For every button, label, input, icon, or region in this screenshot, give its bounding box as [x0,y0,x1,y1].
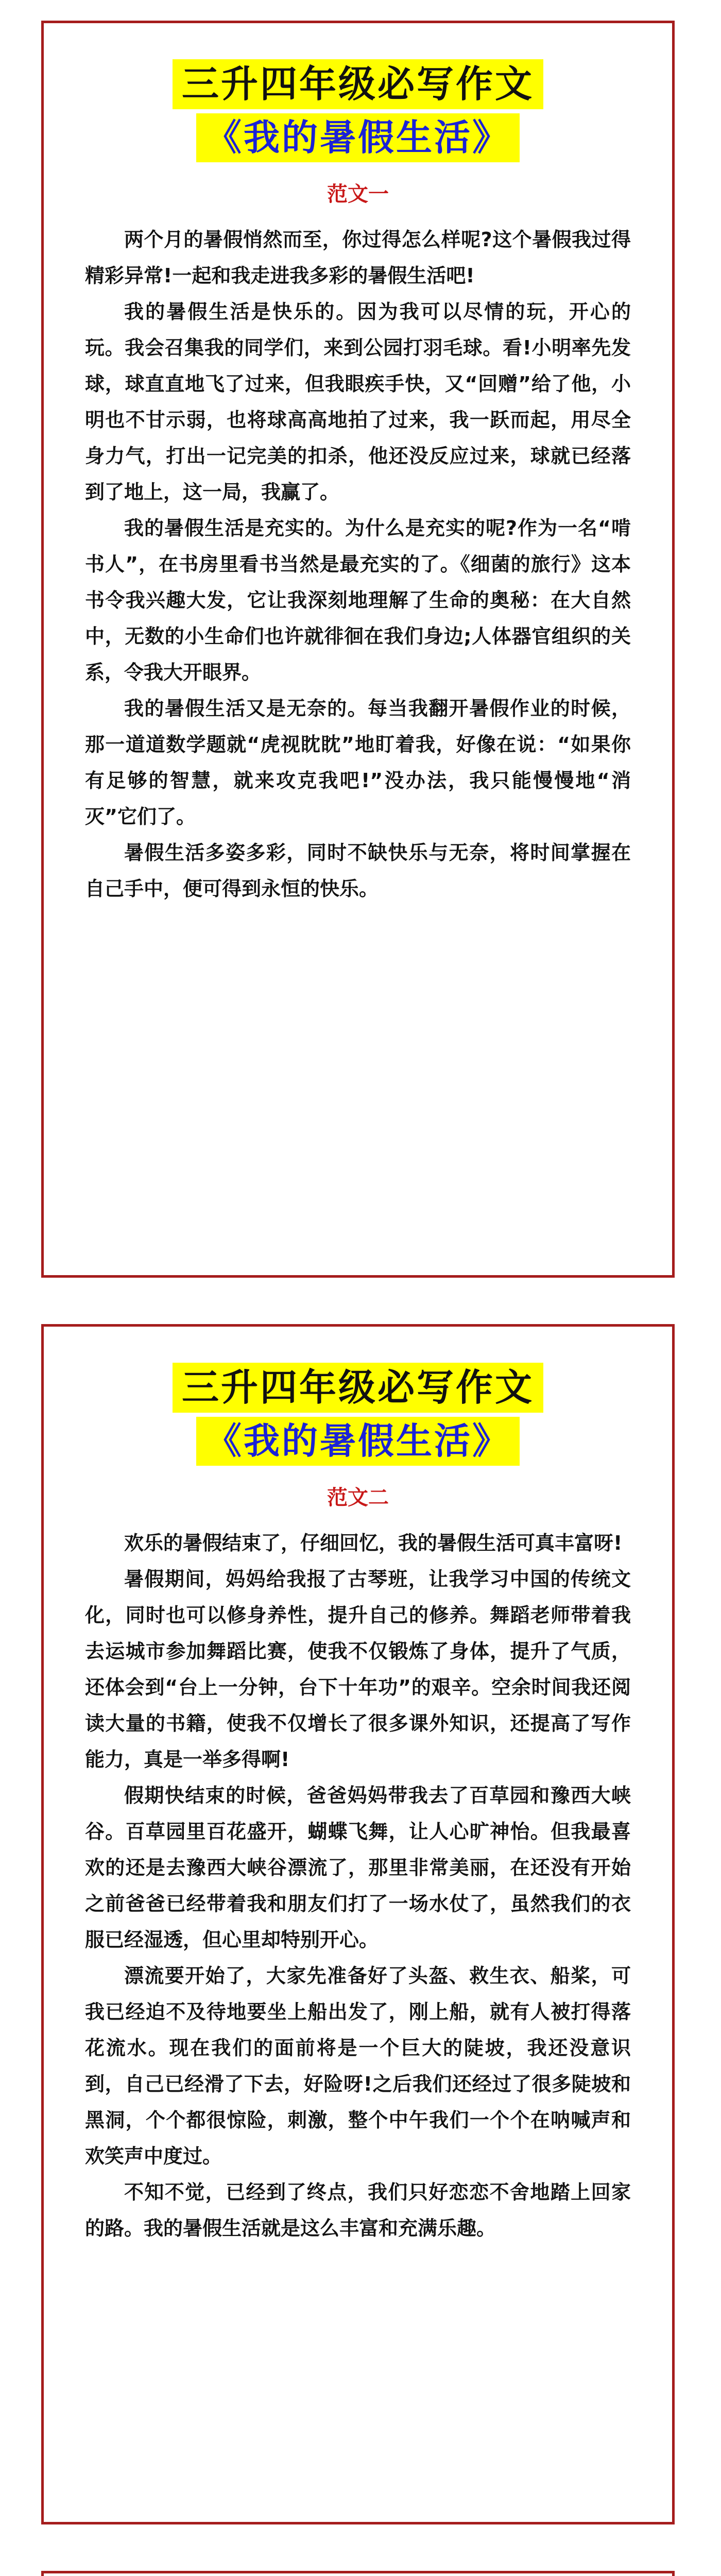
paragraph: 不知不觉，已经到了终点，我们只好恋恋不舍地踏上回家的路。我的暑假生活就是这么丰富和充满乐趣。 [85,2180,631,2240]
paragraph: 假期快结束的时候，爸爸妈妈带我去了百草园和豫西大峡谷。百草园里百花盛开，蝴蝶飞舞，让人心旷神怡。但我最喜欢的还是去豫西大峡谷漂流了，那里非常美丽，在还没有开始之前爸爸已经带着我和朋友们打了一场水仗了，虽然我们的衣服已经湿透，但心里却特别开心。 [85,1784,631,1951]
essay-body [44,222,672,907]
title-block [44,1363,672,1466]
essay-body [44,1525,672,2246]
paragraph: 我的暑假生活又是无奈的。每当我翻开暑假作业的时候，那一道道数学题就“虎视眈眈”地盯着我，好像在说：“如果你有足够的智慧，就来攻克我吧!”没办法，我只能慢慢地“消灭”它们了。 [85,697,631,828]
paragraph: 两个月的暑假悄然而至，你过得怎么样呢?这个暑假我过得精彩异常!一起和我走进我多彩的暑假生活吧! [85,228,631,287]
paragraph: 暑假生活多姿多彩，同时不缺快乐与无奈，将时间掌握在自己手中，便可得到永恒的快乐。 [85,841,631,900]
sample-label: 范文一 [327,182,389,206]
essay-panel-3 [41,2571,675,2576]
title-block [44,59,672,162]
paragraph: 欢乐的暑假结束了，仔细回忆，我的暑假生活可真丰富呀! [124,1531,623,1554]
paragraph: 我的暑假生活是快乐的。因为我可以尽情的玩，开心的玩。我会召集我的同学们，来到公园打羽毛球。看!小明率先发球，球直直地飞了过来，但我眼疾手快，又“回赠”给了他，小明也不甘示弱，也将球高高地拍了过来，我一跃而起，用尽全身力气，打出一记完美的扣杀，他还没反应过来，球就已经落到了地上，这一局，我赢了。 [85,300,631,503]
paragraph: 我的暑假生活是充实的。为什么是充实的呢?作为一名“啃书人”，在书房里看书当然是最充实的了。《细菌的旅行》这本书令我兴趣大发，它让我深刻地理解了生命的奥秘：在大自然中，无数的小生命们也许就徘徊在我们身边;人体器官组织的关系，令我大开眼界。 [85,516,631,684]
essay-panel-2 [41,1324,675,2524]
essay-topic: 《我的暑假生活》 [196,113,520,162]
essay-title: 三升四年级必写作文 [173,59,543,109]
paragraph: 暑假期间，妈妈给我报了古琴班，让我学习中国的传统文化，同时也可以修身养性，提升自己的修养。舞蹈老师带着我去运城市参加舞蹈比赛，使我不仅锻炼了身体，提升了气质，还体会到“台上一分钟，台下十年功”的艰辛。空余时间我还阅读大量的书籍，使我不仅增长了很多课外知识，还提高了写作能力，真是一举多得啊! [85,1567,631,1771]
essay-panel-1 [41,21,675,1278]
paragraph: 漂流要开始了，大家先准备好了头盔、救生衣、船桨，可我已经迫不及待地要坐上船出发了，刚上船，就有人被打得落花流水。现在我们的面前将是一个巨大的陡坡，我还没意识到，自己已经滑了下去，好险呀!之后我们还经过了很多陡坡和黑洞，个个都很惊险，刺激，整个中午我们一个个在呐喊声和欢笑声中度过。 [85,1964,631,2167]
essay-title: 三升四年级必写作文 [173,1363,543,1413]
sample-label: 范文二 [327,1485,389,1510]
essay-topic: 《我的暑假生活》 [196,1417,520,1466]
